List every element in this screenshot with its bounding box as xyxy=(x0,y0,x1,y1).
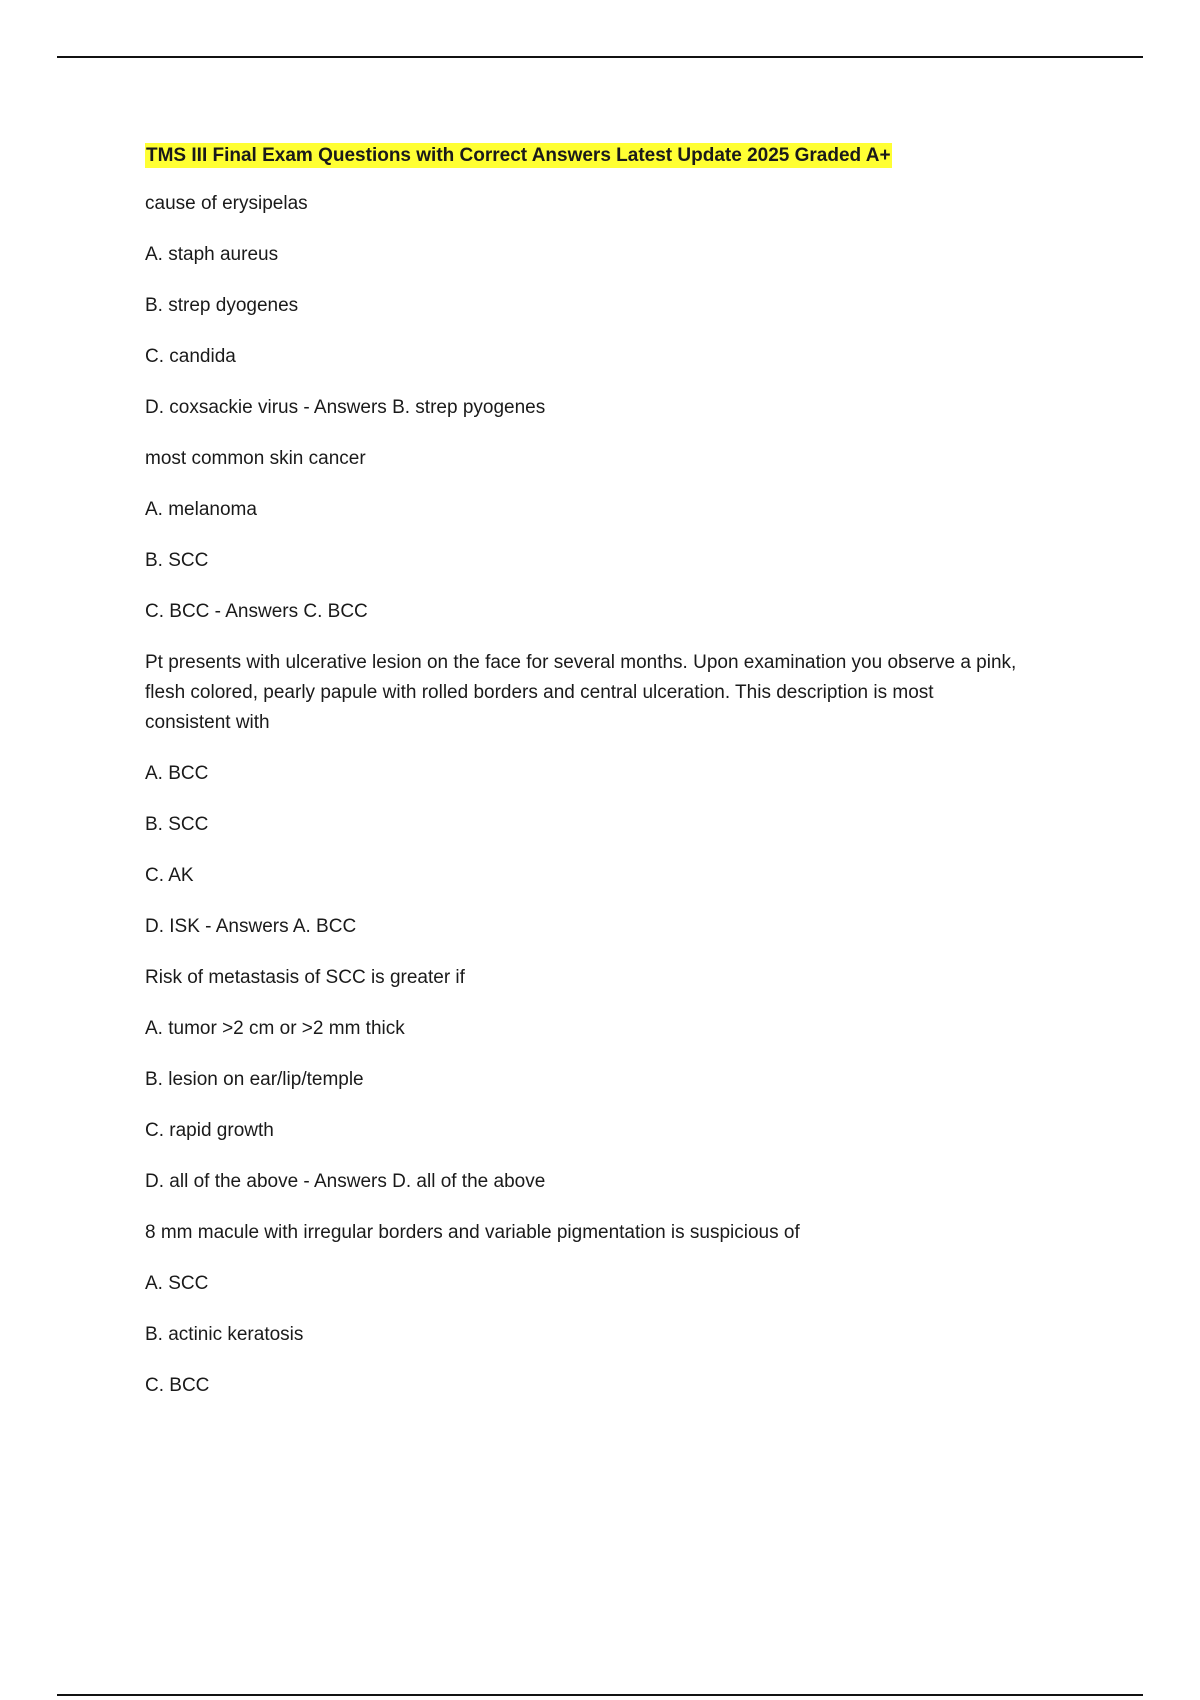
question-block xyxy=(145,648,1090,942)
answer-option: B. actinic keratosis xyxy=(145,1324,304,1345)
answer-option: B. SCC xyxy=(145,550,209,571)
question-stem: 8 mm macule with irregular borders and variable pigmentation is suspicious of xyxy=(145,1222,800,1243)
answer-option: C. AK xyxy=(145,865,194,886)
answer-option: C. BCC xyxy=(145,1375,210,1396)
answer-option-with-key: D. ISK - Answers A. BCC xyxy=(145,916,357,937)
answer-option-with-key: D. all of the above - Answers D. all of the above xyxy=(145,1171,546,1192)
question-stem: most common skin cancer xyxy=(145,448,366,469)
answer-option: C. rapid growth xyxy=(145,1120,274,1141)
answer-option: A. BCC xyxy=(145,763,209,784)
question-stem: cause of erysipelas xyxy=(145,193,308,214)
question-stem-line: Pt presents with ulcerative lesion on the face for several months. Upon examination you observe a pink, xyxy=(145,652,1017,673)
question-block xyxy=(145,1218,1090,1401)
answer-option: A. staph aureus xyxy=(145,244,279,265)
question-stem: Risk of metastasis of SCC is greater if xyxy=(145,967,465,988)
question-block xyxy=(145,189,1090,423)
question-stem-line: flesh colored, pearly papule with rolled borders and central ulceration. This description is most xyxy=(145,682,934,703)
question-block xyxy=(145,963,1090,1197)
question-stem-line: consistent with xyxy=(145,712,270,733)
answer-option-with-key: C. BCC - Answers C. BCC xyxy=(145,601,368,622)
document-title-wrap xyxy=(145,143,1090,168)
document-title: TMS III Final Exam Questions with Correct Answers Latest Update 2025 Graded A+ xyxy=(146,145,891,166)
answer-option: A. tumor >2 cm or >2 mm thick xyxy=(145,1018,405,1039)
answer-option-with-key: D. coxsackie virus - Answers B. strep pyogenes xyxy=(145,397,546,418)
answer-option: A. melanoma xyxy=(145,499,257,520)
answer-option: B. strep dyogenes xyxy=(145,295,299,316)
question-block xyxy=(145,444,1090,627)
answer-option: A. SCC xyxy=(145,1273,209,1294)
answer-option: B. SCC xyxy=(145,814,209,835)
document-body xyxy=(145,143,1090,1401)
answer-option: B. lesion on ear/lip/temple xyxy=(145,1069,364,1090)
footer-rule xyxy=(57,1694,1143,1696)
answer-option: C. candida xyxy=(145,346,236,367)
header-rule xyxy=(57,56,1143,58)
